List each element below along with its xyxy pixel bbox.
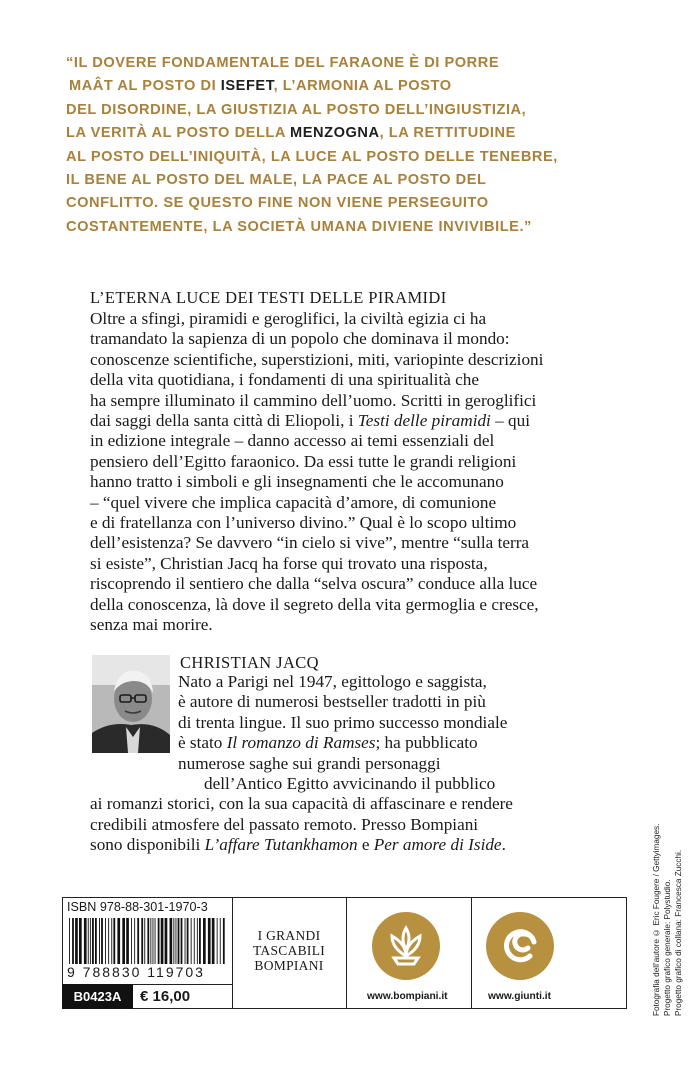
description-line: tramandato la sapienza di un popolo che dominava il mondo: xyxy=(90,329,510,349)
barcode-bar xyxy=(108,918,109,964)
description-line: senza mai morire. xyxy=(90,615,213,635)
bio-line: ai romanzi storici, con la sua capacità di affascinare e rendere xyxy=(90,794,513,814)
barcode-bar xyxy=(113,918,115,964)
author-bio xyxy=(90,672,650,856)
quote-text: , L’ARMONIA AL POSTO xyxy=(273,78,452,95)
barcode-bar xyxy=(122,918,125,964)
barcode-bar xyxy=(197,918,198,964)
barcode-bar xyxy=(150,918,151,964)
series-line: I GRANDI xyxy=(257,928,321,943)
barcode-bar xyxy=(137,918,139,964)
barcode-bar xyxy=(212,918,215,964)
credit-line: Fotografia dell’autore © Eric Fougere / Gettyimages. xyxy=(652,823,661,1016)
barcode-bar xyxy=(99,918,100,964)
description-line xyxy=(90,411,650,431)
barcode-digits: 9 788830 119703 xyxy=(67,964,205,980)
barcode-bar xyxy=(220,918,221,964)
quote-text: LA VERITÀ AL POSTO DELLA xyxy=(66,125,291,142)
description-line: pensiero dell’Egitto faraonico. Da essi tutte le grandi religioni xyxy=(90,451,517,471)
description-line: Oltre a sfingi, piramidi e geroglifici, la civiltà egizia ci ha xyxy=(90,309,487,328)
series-name xyxy=(247,928,331,973)
description-text: dai saggi della santa città di Eliopoli, i xyxy=(90,411,358,431)
author-name: CHRISTIAN JACQ xyxy=(180,653,319,672)
description-line: si esiste”, Christian Jacq ha forse qui trovato una risposta, xyxy=(90,553,488,573)
bio-line xyxy=(90,835,650,855)
section-title: L’ETERNA LUCE DEI TESTI DELLE PIRAMIDI xyxy=(90,288,447,307)
barcode-bar xyxy=(84,918,87,964)
barcode-bar xyxy=(173,918,174,964)
divider xyxy=(232,897,233,1009)
barcode-bar xyxy=(161,918,164,964)
book-description xyxy=(90,309,650,636)
barcode-bar xyxy=(187,918,189,964)
lotus-icon xyxy=(372,912,440,980)
barcode-bar xyxy=(203,918,206,964)
quote-text: MAÂT AL POSTO DI xyxy=(69,78,221,95)
barcode-bar xyxy=(117,918,120,964)
giunti-logo xyxy=(486,912,554,980)
bio-text: sono disponibili xyxy=(90,835,205,855)
quote-line xyxy=(66,122,626,145)
divider xyxy=(471,897,472,1009)
bio-line: credibili atmosfere del passato remoto. Presso Bompiani xyxy=(90,814,479,834)
barcode-bar xyxy=(170,918,173,964)
isbn-number: ISBN 978-88-301-1970-3 xyxy=(67,900,208,914)
description-line: della conoscenza, là dove il segreto della vita germoglia e cresce, xyxy=(90,594,539,614)
bompiani-url: www.bompiani.it xyxy=(367,991,448,1002)
bio-line: Nato a Parigi nel 1947, egittologo e saggista, xyxy=(178,672,487,691)
description-line: in edizione integrale – danno accesso ai temi essenziali del xyxy=(90,431,495,451)
barcode-bar xyxy=(69,918,70,964)
barcode-bar xyxy=(194,918,195,964)
giunti-url: www.giunti.it xyxy=(488,991,551,1002)
description-line: riscoprendo il sentiero che dalla “selva oscura” conduce alla luce xyxy=(90,574,538,594)
barcode-bar xyxy=(111,918,112,964)
barcode-bar xyxy=(223,918,225,964)
divider xyxy=(346,897,347,1009)
barcode-bar xyxy=(75,918,78,964)
barcode-bar xyxy=(155,918,156,964)
barcode-bar xyxy=(95,918,97,964)
barcode-bar xyxy=(101,918,103,964)
quote-line xyxy=(69,75,626,98)
credit-line: Progetto grafico di collana: Francesca Zucchi. xyxy=(674,849,683,1016)
back-cover-quote xyxy=(66,52,626,239)
price: € 16,00 xyxy=(140,988,191,1005)
barcode-bar xyxy=(178,918,180,964)
barcode-bar xyxy=(131,918,132,964)
description-line: hanno tratto i simboli e gli insegnamenti che le accomunano xyxy=(90,472,504,492)
quote-line: DEL DISORDINE, LA GIUSTIZIA AL POSTO DELL’INGIUSTIZIA, xyxy=(66,101,527,118)
bio-line: di trenta lingue. Il suo primo successo mondiale xyxy=(178,712,508,732)
quote-emphasis: ISEFET xyxy=(220,78,274,95)
bio-text: e xyxy=(357,835,374,855)
barcode-bar xyxy=(199,918,201,964)
credit-line: Progetto grafico generale: Polystudio. xyxy=(663,879,672,1016)
barcode-bar xyxy=(176,918,177,964)
description-line: conoscenze scientifiche, superstizioni, miti, variopinte descrizioni xyxy=(90,349,544,369)
bio-text: . xyxy=(501,835,506,855)
bio-text: è stato xyxy=(178,733,227,753)
description-line: della vita quotidiana, i fondamenti di una spiritualità che xyxy=(90,370,479,390)
barcode-icon xyxy=(68,918,228,964)
barcode-bar xyxy=(134,918,135,964)
description-line: – “quel vivere che implica capacità d’amore, di comunione xyxy=(90,492,497,512)
series-line: BOMPIANI xyxy=(254,958,324,973)
quote-line: AL POSTO DELL’INIQUITÀ, LA LUCE AL POSTO DELLE TENEBRE, xyxy=(66,148,558,165)
barcode-bar xyxy=(126,918,129,964)
barcode-bar xyxy=(217,918,218,964)
description-line: e di fratellanza con l’universo divino.” Qual è lo scopo ultimo xyxy=(90,513,517,533)
quote-line: “IL DOVERE FONDAMENTALE DEL FARAONE È DI PORRE xyxy=(66,55,500,71)
description-line: ha sempre illuminato il cammino dell’uomo. Scritti in geroglifici xyxy=(90,390,537,410)
series-line: TASCABILI xyxy=(252,943,326,958)
bio-title-italic: L’affare Tutankhamon xyxy=(204,835,358,855)
quote-line: CONFLITTO. SE QUESTO FINE NON VIENE PERSEGUITO xyxy=(66,195,489,212)
image-credits xyxy=(624,823,684,1016)
barcode-bar xyxy=(181,918,183,964)
barcode-bar xyxy=(147,918,149,964)
bio-line: è autore di numerosi bestseller tradotti in più xyxy=(178,692,486,712)
barcode-bar xyxy=(88,918,89,964)
description-line: dell’esistenza? Se davvero “in cielo si vive”, mentre “sulla terra xyxy=(90,533,530,553)
spiral-icon xyxy=(486,912,554,980)
bio-line xyxy=(178,733,650,753)
product-code: B0423A xyxy=(62,984,133,1009)
bio-title-italic: Il romanzo di Ramses xyxy=(226,733,376,753)
bio-title-italic: Per amore di Iside xyxy=(373,835,502,855)
barcode-bar xyxy=(72,918,74,964)
barcode-bar xyxy=(208,918,211,964)
description-title-italic: Testi delle piramidi xyxy=(357,411,491,431)
bio-line: numerose saghe sui grandi personaggi xyxy=(178,753,441,773)
description-text: – qui xyxy=(490,411,530,431)
barcode-bar xyxy=(141,918,143,964)
barcode-bar xyxy=(105,918,106,964)
barcode-bar xyxy=(144,918,145,964)
quote-line: IL BENE AL POSTO DEL MALE, LA PACE AL POSTO DEL xyxy=(66,172,487,189)
bompiani-logo xyxy=(372,912,440,980)
barcode-bar xyxy=(90,918,91,964)
bio-line: dell’Antico Egitto avvicinando il pubblico xyxy=(204,774,496,794)
barcode-bar xyxy=(158,918,160,964)
barcode-bar xyxy=(191,918,192,964)
barcode-bar xyxy=(92,918,94,964)
barcode-bar xyxy=(165,918,168,964)
quote-text: , LA RETTITUDINE xyxy=(379,125,516,142)
barcode-bar xyxy=(153,918,154,964)
bio-text: ; ha pubblicato xyxy=(375,733,478,753)
quote-line: COSTANTEMENTE, LA SOCIETÀ UMANA DIVIENE INVIVIBILE.” xyxy=(66,218,532,235)
quote-emphasis: MENZOGNA xyxy=(290,125,380,142)
barcode-bar xyxy=(185,918,186,964)
barcode-bar xyxy=(79,918,82,964)
